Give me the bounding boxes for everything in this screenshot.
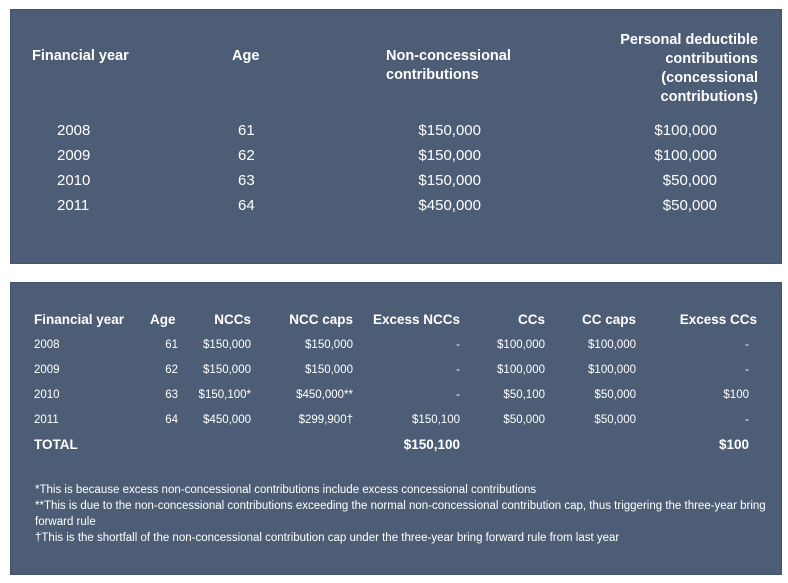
contributions-table-panel xyxy=(10,9,782,264)
t2-cell-ccs: $50,000 xyxy=(503,414,545,426)
t1-cell-age: 61 xyxy=(238,122,255,139)
t2-cell-age: 64 xyxy=(165,414,178,426)
t2-header-financial-year: Financial year xyxy=(34,312,125,327)
t1-cell-ncc: $150,000 xyxy=(418,122,481,139)
t2-cell-excess-nccs: $150,100 xyxy=(412,414,460,426)
footnotes xyxy=(35,482,770,546)
t2-cell-year: 2008 xyxy=(34,339,60,351)
t1-header-personal-deductible: Personal deductible contributions (concessional contributions) xyxy=(620,32,758,105)
t2-header-cc-caps: CC caps xyxy=(581,312,636,327)
t1-cell-year: 2009 xyxy=(57,147,91,164)
t2-cell-cc-caps: $50,000 xyxy=(594,389,636,401)
t2-cell-nccs: $150,000 xyxy=(203,364,251,376)
t1-cell-age: 62 xyxy=(238,147,255,164)
t1-cell-ncc: $150,000 xyxy=(418,172,481,189)
t2-cell-excess-nccs: - xyxy=(456,364,460,376)
t2-header-ncc-caps: NCC caps xyxy=(289,312,353,327)
t2-cell-nccs: $450,000 xyxy=(203,414,251,426)
t2-header-excess-ccs: Excess CCs xyxy=(679,312,757,327)
t2-cell-year: 2010 xyxy=(34,389,60,401)
t2-cell-excess-ccs: - xyxy=(745,414,749,426)
t2-total-label: TOTAL xyxy=(34,437,78,452)
t1-cell-ncc: $450,000 xyxy=(418,197,481,214)
t1-cell-cc: $100,000 xyxy=(654,122,717,139)
t2-cell-excess-nccs: - xyxy=(456,339,460,351)
t2-cell-cc-caps: $100,000 xyxy=(588,339,636,351)
t2-cell-ccs: $50,100 xyxy=(503,389,545,401)
t1-cell-cc: $100,000 xyxy=(654,147,717,164)
t1-cell-cc: $50,000 xyxy=(662,172,717,189)
t1-cell-year: 2008 xyxy=(57,122,91,139)
footnote: **This is due to the non-concessional contributions exceeding the normal non-concessional contribution cap, thus triggering the three-year bring forward rule xyxy=(35,500,766,528)
t2-cell-year: 2009 xyxy=(34,364,60,376)
t2-cell-ncc-caps: $150,000 xyxy=(305,364,353,376)
t1-header-non-concessional: Non-concessional contributions xyxy=(386,48,511,83)
t2-total-excess-nccs: $150,100 xyxy=(403,437,460,452)
t2-cell-excess-ccs: $100 xyxy=(723,389,749,401)
t2-cell-ccs: $100,000 xyxy=(497,339,545,351)
t2-cell-ncc-caps: $150,000 xyxy=(305,339,353,351)
t1-cell-ncc: $150,000 xyxy=(418,147,481,164)
t1-cell-year: 2011 xyxy=(57,197,90,214)
excess-contributions-panel xyxy=(10,282,782,575)
t1-header-age: Age xyxy=(232,48,260,64)
t2-cell-excess-ccs: - xyxy=(745,364,749,376)
t1-cell-year: 2010 xyxy=(57,172,91,189)
t2-header-ccs: CCs xyxy=(517,312,545,327)
footnote: †This is the shortfall of the non-concessional contribution cap under the three-year bring forward rule from last year xyxy=(35,532,620,544)
t1-header-financial-year: Financial year xyxy=(32,48,129,64)
footnote: *This is because excess non-concessional contributions include excess concessional contributions xyxy=(35,484,537,496)
t2-cell-age: 63 xyxy=(165,389,178,401)
t2-cell-ccs: $100,000 xyxy=(497,364,545,376)
t2-cell-age: 62 xyxy=(165,364,178,376)
t2-header-age: Age xyxy=(150,312,176,327)
t1-cell-cc: $50,000 xyxy=(662,197,717,214)
t2-cell-nccs: $150,000 xyxy=(203,339,251,351)
t2-cell-cc-caps: $100,000 xyxy=(588,364,636,376)
t2-cell-ncc-caps: $299,900† xyxy=(298,414,353,426)
t2-total-excess-ccs: $100 xyxy=(718,437,749,452)
t1-cell-age: 63 xyxy=(238,172,255,189)
t2-cell-excess-ccs: - xyxy=(745,339,749,351)
t2-cell-ncc-caps: $450,000** xyxy=(296,389,353,401)
t2-cell-excess-nccs: - xyxy=(456,389,460,401)
t1-cell-age: 64 xyxy=(238,197,255,214)
t2-cell-nccs: $150,100* xyxy=(198,389,251,401)
t2-cell-cc-caps: $50,000 xyxy=(594,414,636,426)
t2-header-excess-nccs: Excess NCCs xyxy=(372,312,460,327)
t2-cell-year: 2011 xyxy=(34,414,59,426)
t2-header-nccs: NCCs xyxy=(214,312,251,327)
t2-cell-age: 61 xyxy=(165,339,178,351)
